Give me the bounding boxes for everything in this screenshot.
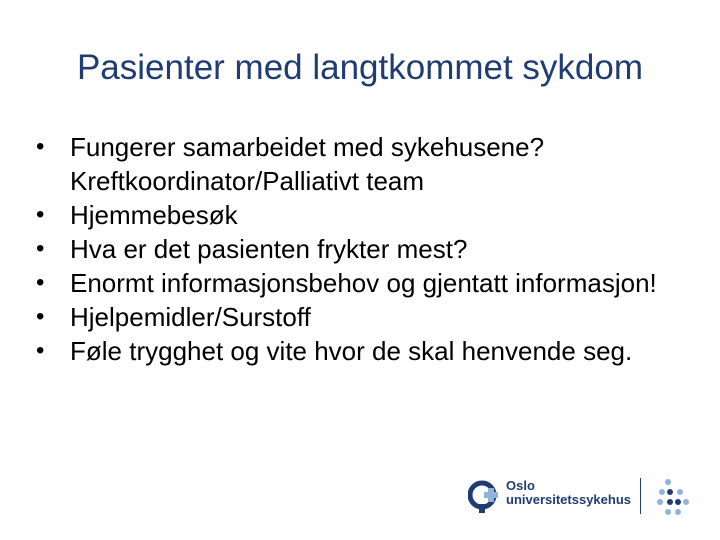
oslo-cross-logo-icon (468, 478, 500, 514)
bullet-icon: • (36, 303, 45, 330)
bullet-item (36, 334, 676, 368)
bullet-item (36, 266, 676, 300)
bullet-icon: • (36, 337, 45, 364)
dot-pattern-icon (656, 478, 690, 518)
hospital-logo (468, 478, 698, 518)
logo-line-oslo: Oslo (506, 478, 535, 493)
bullet-icon: • (36, 133, 45, 160)
bullet-text: Enormt informasjonsbehov og gjentatt informasjon! (70, 268, 657, 298)
bullet-icon: • (36, 235, 45, 262)
bullet-item (36, 232, 676, 266)
bullet-item (36, 198, 676, 232)
bullet-text: Hjelpemidler/Surstoff (70, 302, 311, 332)
bullet-item (36, 300, 676, 334)
bullet-icon: • (36, 269, 45, 296)
bullet-text: Hva er det pasienten frykter mest? (70, 234, 468, 264)
slide-title: Pasienter med langtkommet sykdom (76, 48, 644, 87)
bullet-icon: • (36, 201, 45, 228)
bullet-text: Føle trygghet og vite hvor de skal henvende seg. (70, 336, 633, 366)
bullet-text: Fungerer samarbeidet med sykehusene? Kreftkoordinator/Palliativt team (70, 132, 545, 196)
logo-line-universitetssykehus: universitetssykehus (506, 492, 632, 507)
logo-wordmark (506, 479, 631, 507)
bullet-text: Hjemmebesøk (70, 200, 238, 230)
bullet-list (36, 130, 676, 368)
logo-divider (640, 478, 641, 514)
bullet-item (36, 130, 676, 198)
